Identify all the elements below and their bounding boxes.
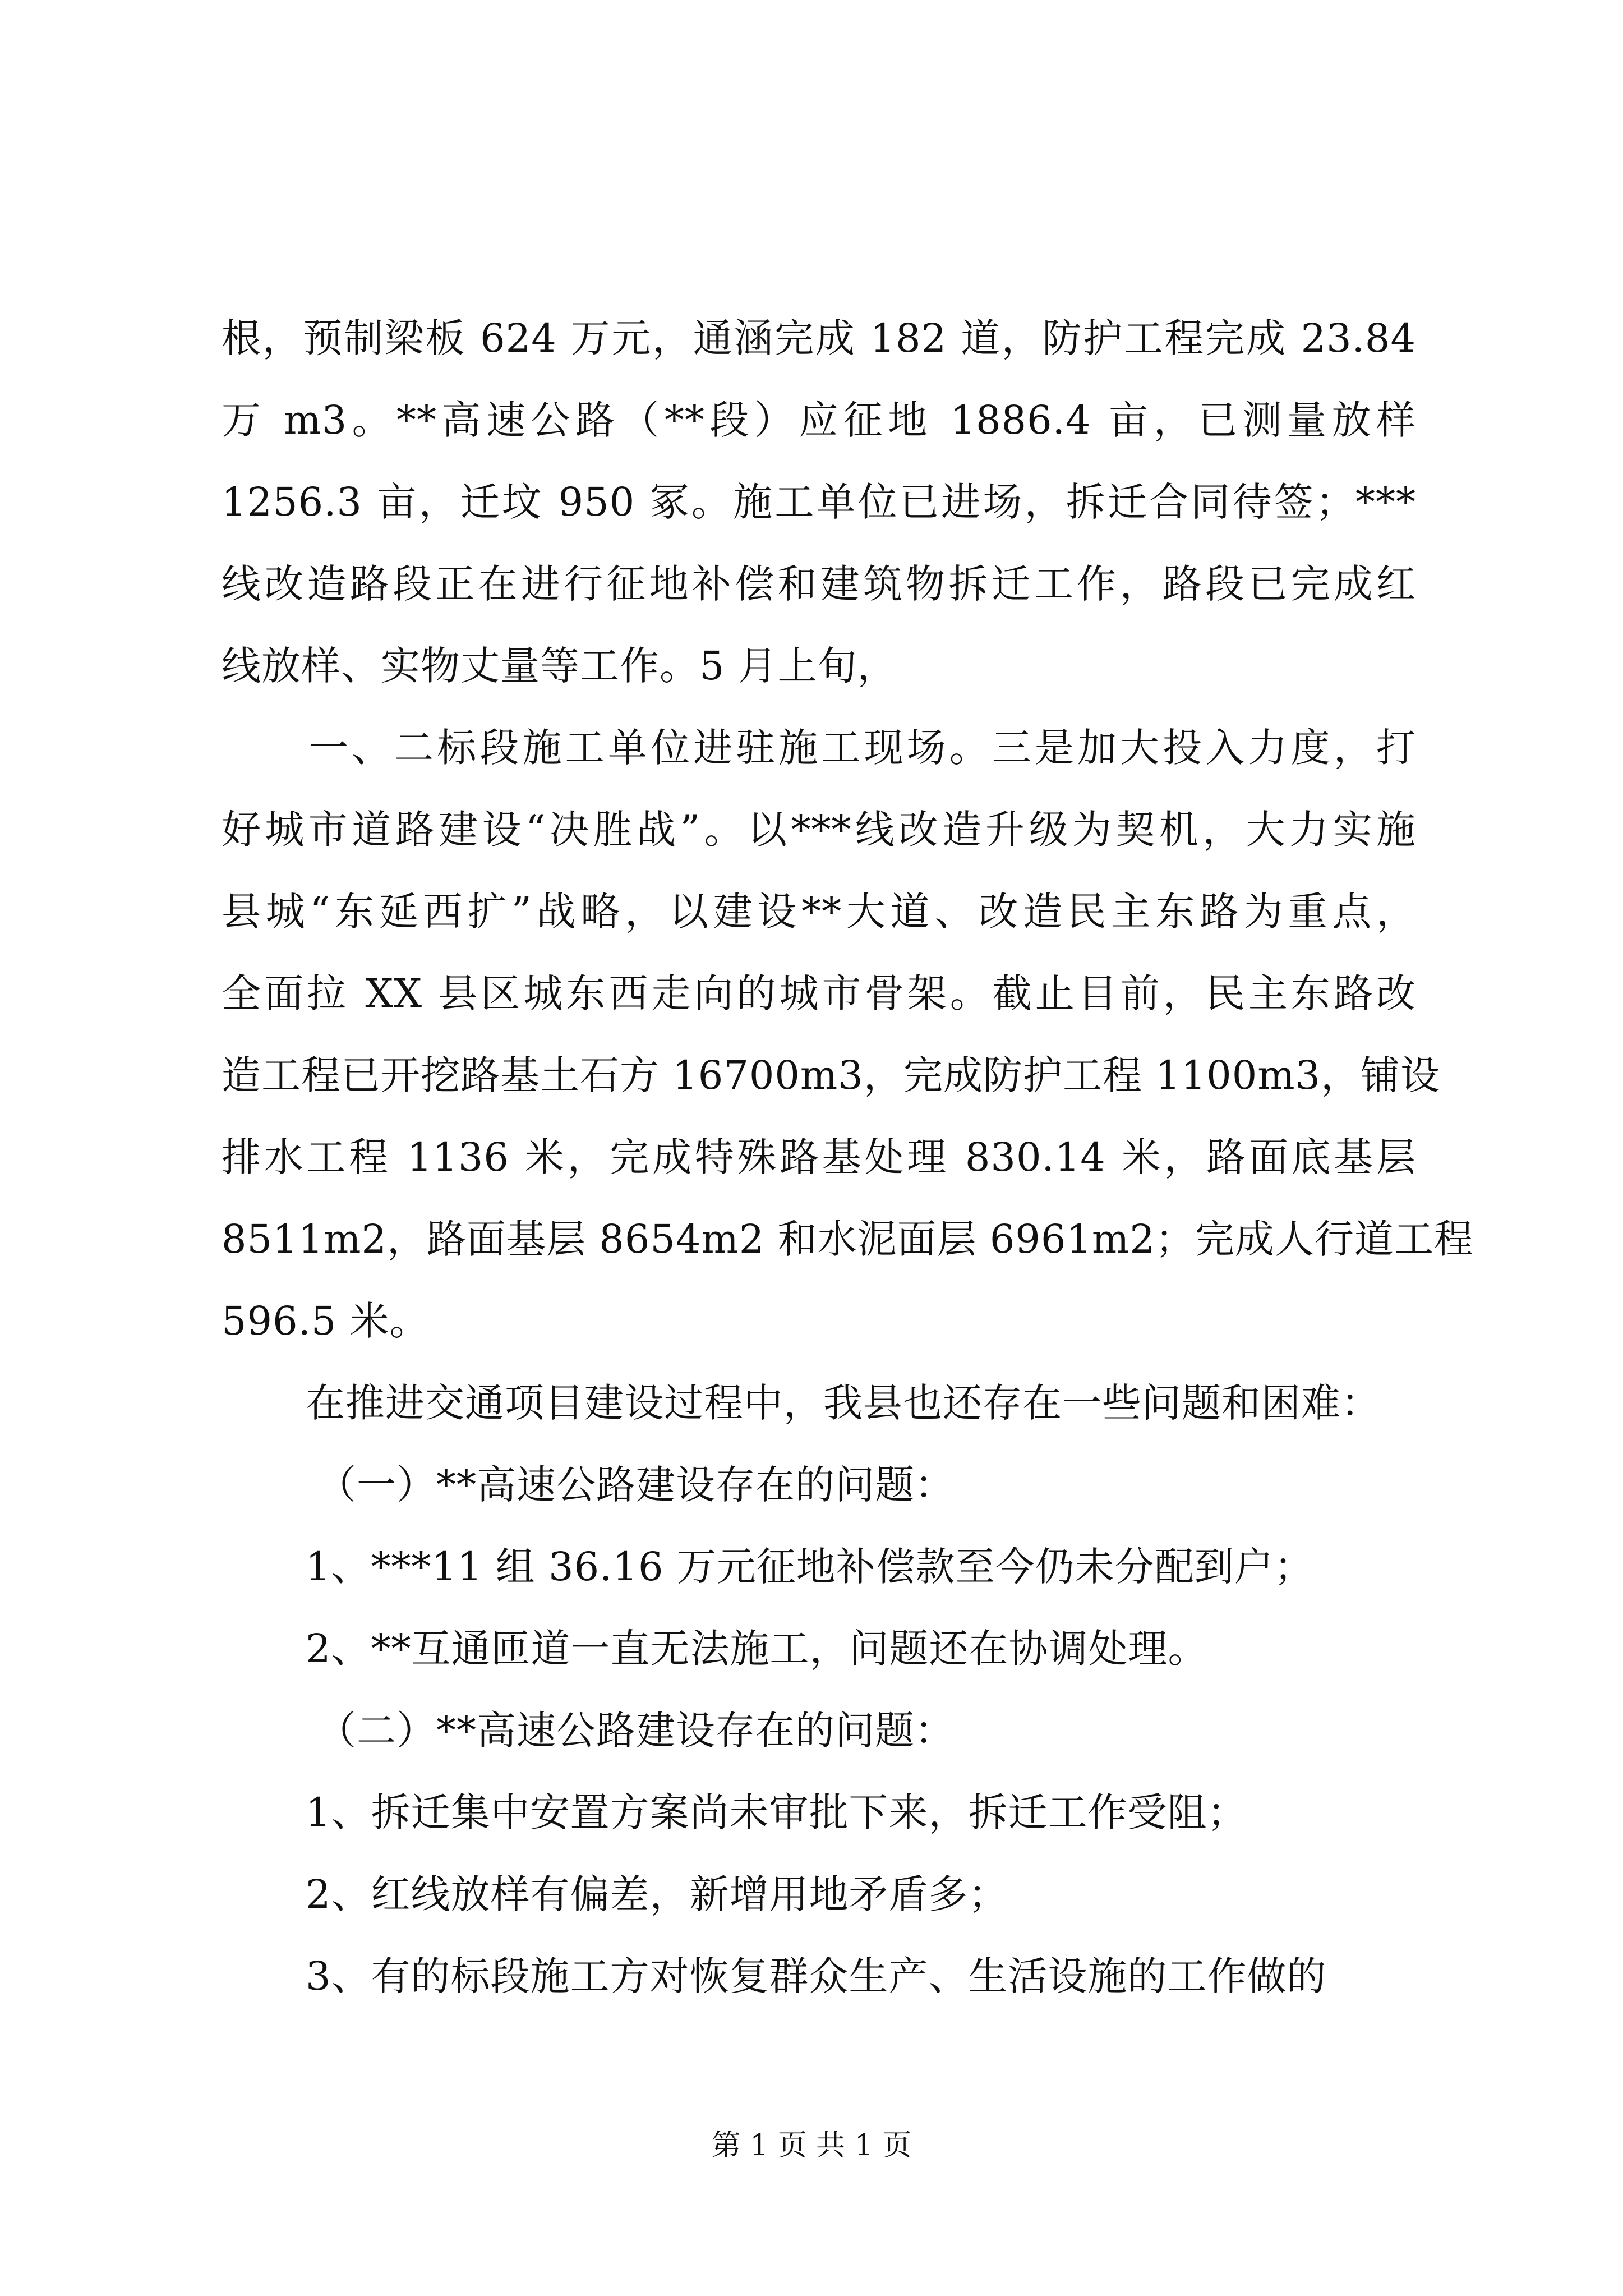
section-heading: （一）**高速公路建设存在的问题： xyxy=(317,1462,955,1508)
text-line: 在推进交通项目建设过程中，我县也还存在一些问题和困难： xyxy=(306,1380,1381,1426)
text-line: 8511m2，路面基层 8654m2 和水泥面层 6961m2；完成人行道工程 xyxy=(222,1216,1474,1262)
page-number-footer: 第 1 页 共 1 页 xyxy=(711,2129,912,2162)
text-line: 一、二标段施工单位进驻施工现场。三是加大投入力度，打 xyxy=(309,725,1416,771)
list-item: 2、**互通匝道一直无法施工，问题还在协调处理。 xyxy=(306,1626,1208,1672)
text-line: 线改造路段正在进行征地补偿和建筑物拆迁工作，路段已完成红 xyxy=(222,561,1416,607)
text-line: 好城市道路建设“决胜战”。以***线改造升级为契机，大力实施 xyxy=(222,807,1416,853)
text-line: 排水工程 1136 米，完成特殊路基处理 830.14 米，路面底基层 xyxy=(222,1134,1416,1180)
text-line: 596.5 米。 xyxy=(222,1298,430,1344)
text-line: 造工程已开挖路基土石方 16700m3，完成防护工程 1100m3，铺设 xyxy=(222,1052,1441,1098)
text-line: 根，预制梁板 624 万元，通涵完成 182 道，防护工程完成 23.84 xyxy=(222,315,1416,361)
list-item: 2、红线放样有偏差，新增用地矛盾多； xyxy=(306,1871,1008,1917)
list-item: 1、拆迁集中安置方案尚未审批下来，拆迁工作受阻； xyxy=(306,1789,1247,1835)
document-body xyxy=(222,297,1474,2017)
text-line: 全面拉 XX 县区城东西走向的城市骨架。截止目前，民主东路改 xyxy=(222,970,1416,1016)
text-line: 万 m3。**高速公路（**段）应征地 1886.4 亩，已测量放样 xyxy=(222,397,1416,443)
text-line: 县城“东延西扩”战略，以建设**大道、改造民主东路为重点， xyxy=(222,889,1416,935)
section-heading: （二）**高速公路建设存在的问题： xyxy=(317,1708,955,1754)
text-line: 1256.3 亩，迁坟 950 冢。施工单位已进场，拆迁合同待签；*** xyxy=(222,479,1416,525)
list-item: 1、***11 组 36.16 万元征地补偿款至今仍未分配到户； xyxy=(306,1544,1314,1590)
list-item: 3、有的标段施工方对恢复群众生产、生活设施的工作做的 xyxy=(306,1953,1327,1999)
text-line: 线放样、实物丈量等工作。5 月上旬， xyxy=(222,643,897,689)
